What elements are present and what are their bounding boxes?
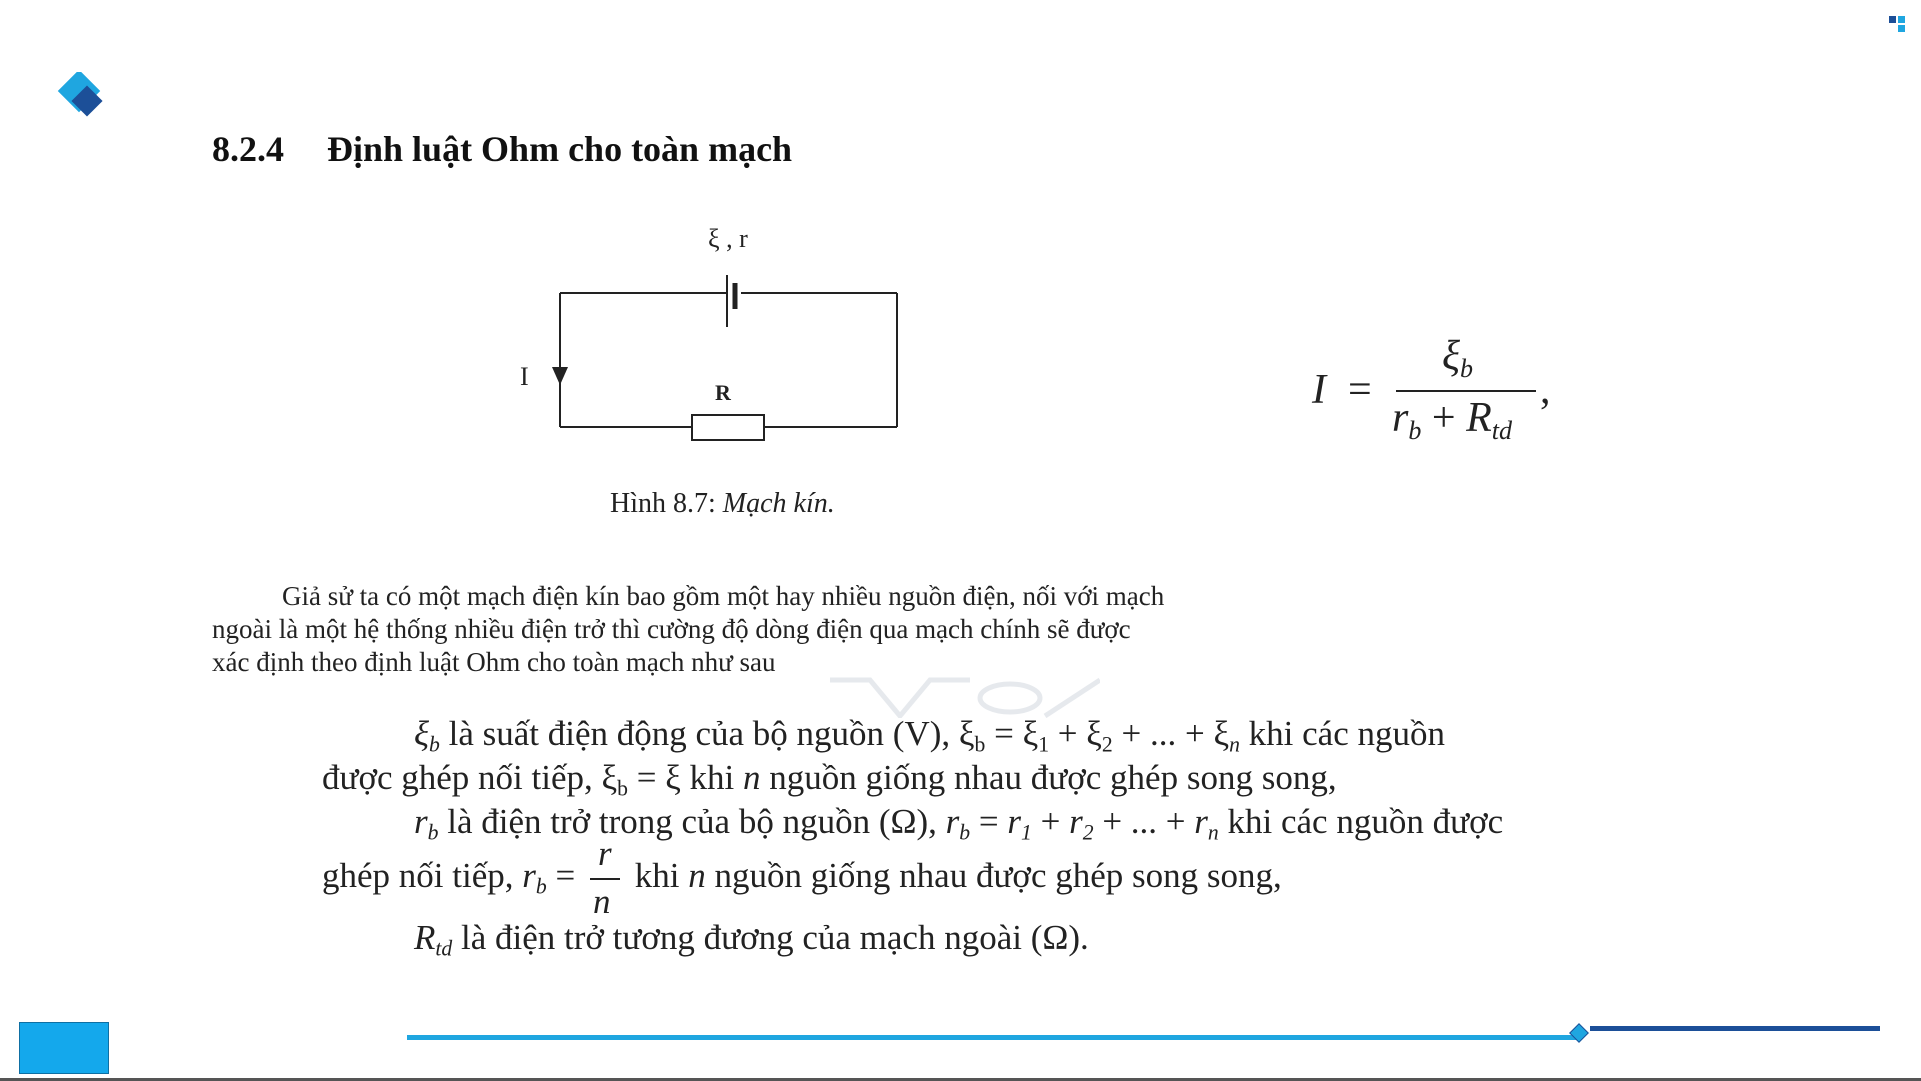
section-title: Định luật Ohm cho toàn mạch: [327, 129, 793, 169]
grid-mark-icon: [1889, 14, 1909, 32]
definition-2-line-2: ghép nối tiếp, $r_b$ = $\frac{r}{n}$ khi n nguồn giống nhau được ghép song song,: [322, 833, 1282, 921]
formula-lhs: I: [1312, 367, 1326, 413]
footer-line-dark: [1590, 1026, 1880, 1031]
ohm-formula: [1312, 333, 1572, 448]
body-paragraph: [212, 580, 1252, 679]
fraction-bar: [1396, 390, 1536, 392]
footer-line-light: [407, 1035, 1577, 1040]
resistor-label: R: [715, 380, 731, 405]
definition-1-line-2: được ghép nối tiếp, $\xi_b = \xi$ khi n nguồn giống nhau được ghép song song,: [322, 758, 1337, 801]
section-heading: [212, 128, 792, 170]
source-label: ξ , r: [708, 224, 748, 253]
definition-3: $R_{td}$ là điện trở tương đương của mạch ngoài (Ω).: [414, 918, 1089, 961]
slide-number-box: [19, 1022, 109, 1074]
paragraph-line-2: ngoài là một hệ thống nhiều điện trở thì cường độ dòng điện qua mạch chính sẽ được: [212, 614, 1131, 644]
fraction-r-over-n: $\frac{r}{n}$: [590, 864, 620, 894]
diamond-logo-icon: [54, 72, 106, 124]
figure-caption: [610, 488, 835, 520]
definition-2-line-1: $r_b$ là điện trở trong của bộ nguồn (Ω), $r_b = r_1 + r_2$ + ... + $r_n$ khi các nguồn được: [414, 802, 1504, 845]
caption-title: Mạch kín.: [722, 488, 835, 519]
paragraph-line-1: Giả sử ta có một mạch điện kín bao gồm một hay nhiều nguồn điện, nối với mạch: [282, 581, 1165, 611]
formula-numerator: $\xi_b$: [1442, 333, 1474, 383]
caption-prefix: Hình 8.7:: [610, 488, 716, 519]
current-arrow: [552, 367, 568, 385]
formula-comma: ,: [1540, 367, 1551, 413]
resistor: [692, 415, 764, 440]
definition-1-line-1: $\xi_b$ là suất điện động của bộ nguồn (V), $\xi_b = \xi_1 + \xi_2$ + ... + $\xi_n$ khi các nguồn: [414, 714, 1445, 757]
watermark-logo: [830, 676, 1100, 718]
formula-equals: =: [1348, 367, 1372, 413]
paragraph-line-3: xác định theo định luật Ohm cho toàn mạch như sau: [212, 647, 776, 677]
current-label: I: [520, 362, 529, 391]
section-number: 8.2.4: [212, 129, 284, 169]
formula-denominator: $r_b + R_{td}$: [1392, 395, 1512, 445]
circuit-diagram: [520, 215, 920, 455]
